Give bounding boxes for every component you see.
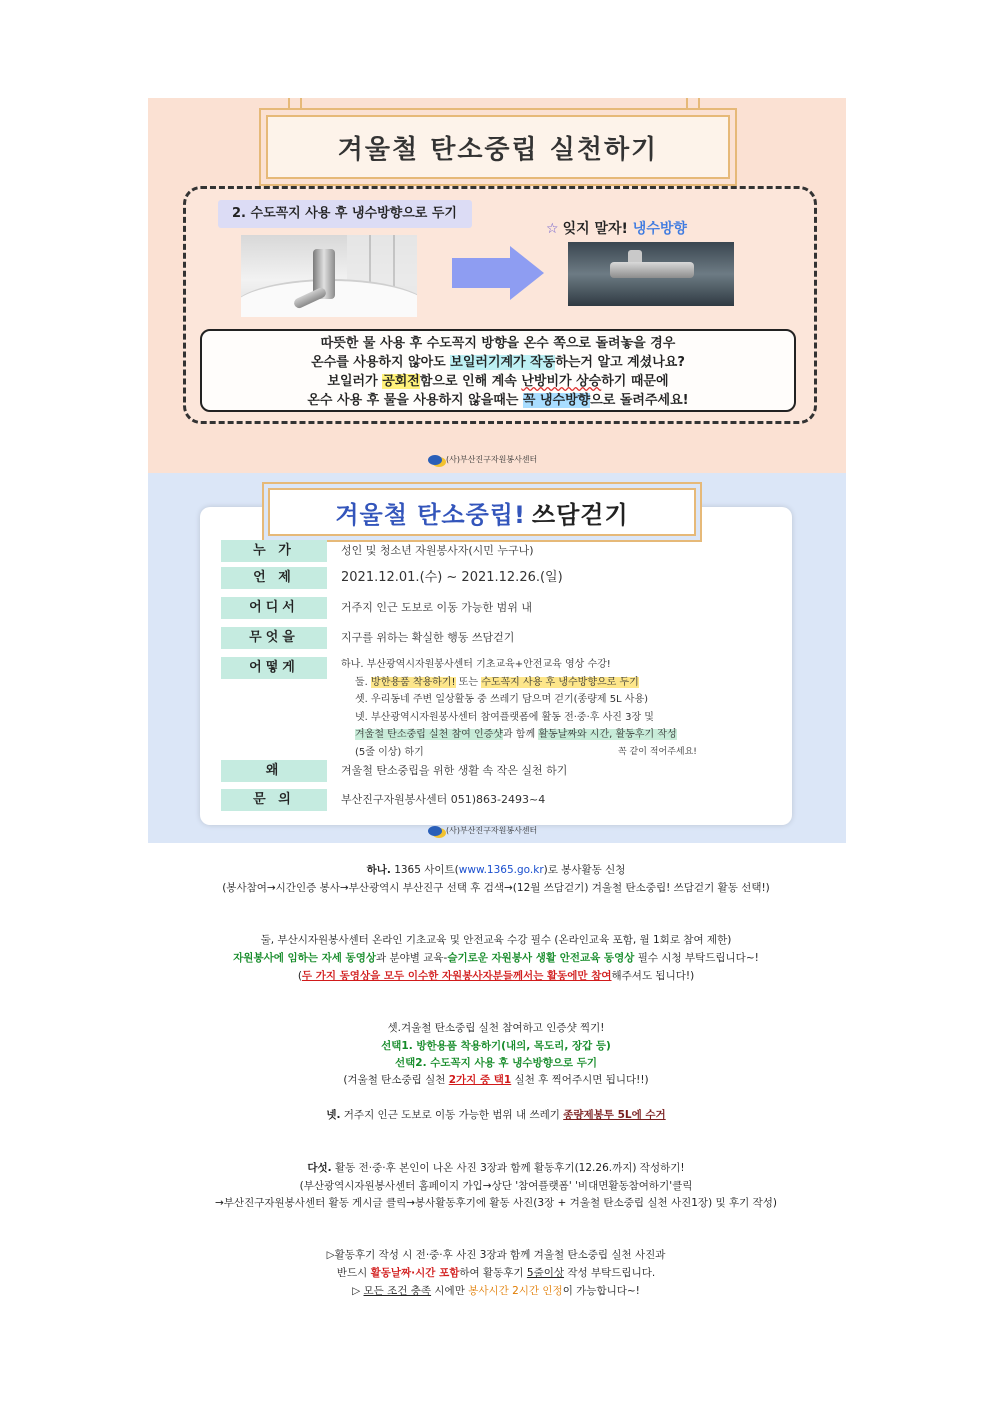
label-how: 어떻게 — [221, 657, 327, 679]
step-five: 다섯. 활동 전·중·후 본인이 나온 사진 3장과 함께 활동후기(12.26.까지) 작성하기! — [307, 1162, 685, 1174]
label-where: 어디서 — [221, 597, 327, 619]
logo-icon — [428, 455, 442, 465]
note-text: 꼭 같이 적어주세요! — [618, 747, 697, 757]
faucet-hot-photo — [241, 235, 417, 317]
label-who: 누 가 — [221, 540, 327, 562]
step-three-note: (겨울철 탄소중립 실천 2가지 중 택1 실천 후 찍어주시면 됩니다!!) — [343, 1074, 649, 1086]
value-what: 지구를 위하는 확실한 행동 쓰담걷기 — [341, 631, 515, 644]
step-two: 둘, 부산시자원봉사센터 온라인 기초교육 및 안전교육 수강 필수 (온라인교육 포함, 월 1회로 참여 제한) — [260, 934, 732, 946]
step-one-detail: (봉사참여→시간인증 봉사→부산광역시 부산진구 선택 후 검색→(12월 쓰담걷기) 겨울철 탄소중립! 쓰담걷기 활동 선택!) — [222, 882, 770, 894]
logo-icon — [428, 826, 442, 836]
notice-1: ▷활동후기 작성 시 전·중·후 사진 3장과 함께 겨울철 탄소중립 실천 사진과 — [326, 1249, 666, 1261]
how-steps: 하나. 부산광역시자원봉사센터 기초교육+안전교육 영상 수강! 둘. 방한용품 착용하기! 또는 수도꼭지 사용 후 냉수방향으로 두기 셋. 우리동네 주변 일상활동 중 쓰레기 담으며 걷기(종량제 5L 사용) 넷. 부산광역시자원봉사센터 참여플랫폼에 활동 전·중·후 사진 3장 및 겨울철 탄소중립 실천 참여 인증샷과 함께 활동날짜와 시간, 활동후기 작성 (5줄 이상) 하기 — [341, 659, 677, 758]
faucet-cold-photo — [568, 242, 734, 306]
site-link[interactable]: www.1365.go.kr — [458, 864, 544, 876]
center-logo: (사)부산진구자원봉사센터 — [428, 454, 537, 465]
label-what: 무엇을 — [221, 627, 327, 649]
step-two-videos: 자원봉사에 임하는 자세 동영상과 분야별 교육-슬기로운 자원봉사 생활 안전교육 동영상 필수 시청 부탁드립니다~! — [233, 952, 759, 964]
value-where: 거주지 인근 도보로 이동 가능한 범위 내 — [341, 601, 532, 614]
step-two-note: (두 가지 동영상을 모두 이수한 자원봉사자분들께서는 활동에만 참여해주셔도 됩니다!) — [297, 970, 695, 982]
step-five-detail-2: →부산진구자원봉사센터 활동 게시글 클릭→봉사활동후기에 활동 사진(3장 + 겨울철 탄소중립 실천 사진1장) 및 후기 작성) — [214, 1197, 777, 1209]
step-four: 넷. 거주지 인근 도보로 이동 가능한 범위 내 쓰레기 종량제봉투 5L에 수거 — [326, 1109, 666, 1121]
value-ask: 부산진구자원봉사센터 051)863-2493~4 — [341, 793, 546, 806]
label-when: 언 제 — [221, 567, 327, 589]
poster-tap-water — [148, 98, 846, 473]
poster1-body: 따뜻한 물 사용 후 수도꼭지 방향을 온수 쪽으로 돌려놓을 경우 온수를 사용하지 않아도 보일러기계가 작동하는거 알고 계셨나요? 보일러가 공회전함으로 인해 계속 난방비가 상승하기 때문에 온수 사용 후 물을 사용하지 않을때는 꼭 냉수방향으로 돌려주세요! — [200, 329, 796, 412]
poster2-title: 겨울철 탄소중립! 쓰담걷기 — [268, 488, 696, 536]
poster1-title: 겨울철 탄소중립 실천하기 — [266, 115, 730, 179]
center-logo-2: (사)부산진구자원봉사센터 — [428, 825, 537, 836]
option-two: 선택2. 수도꼭지 사용 후 냉수방향으로 두기 — [394, 1057, 597, 1069]
label-ask: 문 의 — [221, 789, 327, 811]
notice-3: ▷ 모든 조건 충족 시에만 봉사시간 2시간 인정이 가능합니다~! — [352, 1285, 640, 1297]
notice-2: 반드시 활동날짜·시간 포함하여 활동후기 5줄이상 작성 부탁드립니다. — [336, 1267, 656, 1279]
label-why: 왜 — [221, 760, 327, 782]
value-who: 성인 및 청소년 자원봉사자(시민 누구나) — [341, 544, 534, 557]
option-one: 선택1. 방한용품 착용하기(내의, 목도리, 장갑 등) — [381, 1040, 611, 1052]
step-one: 하나. 1365 사이트(www.1365.go.kr)로 봉사활동 신청 — [366, 864, 626, 876]
step-five-detail-1: (부산광역시자원봉사센터 홈페이지 가입→상단 '참여플랫폼' '비대면활동참여하기'클릭 — [299, 1180, 693, 1192]
step-three: 셋.겨울철 탄소중립 실천 참여하고 인증샷 찍기! — [387, 1022, 605, 1034]
memo-text: ☆ 잊지 말자! 냉수방향 — [546, 221, 687, 237]
star-icon: ☆ — [546, 221, 559, 237]
value-why: 겨울철 탄소중립을 위한 생활 속 작은 실천 하기 — [341, 764, 568, 777]
poster1-subtitle: 2. 수도꼭지 사용 후 냉수방향으로 두기 — [218, 200, 472, 228]
value-when: 2021.12.01.(수) ~ 2021.12.26.(일) — [341, 570, 563, 585]
poster-walk — [148, 473, 846, 843]
